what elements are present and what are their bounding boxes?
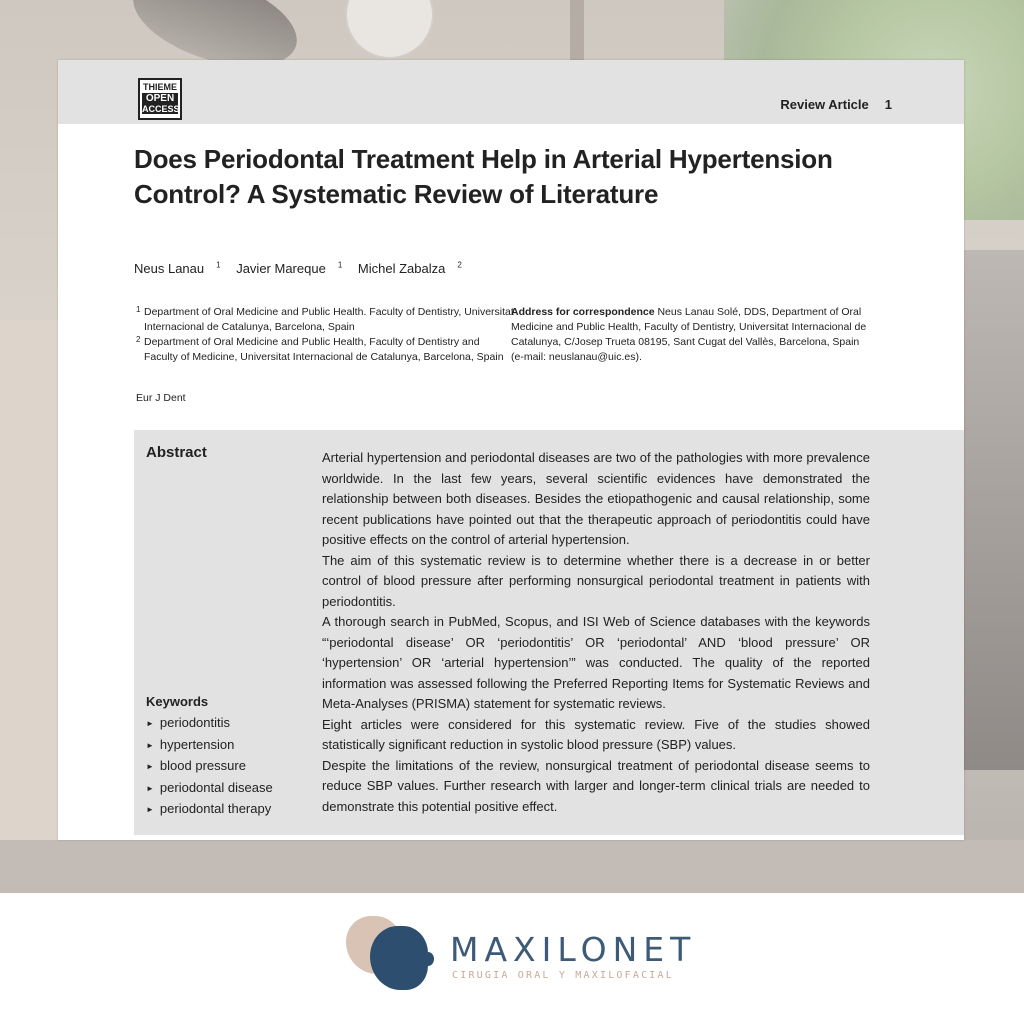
- affiliation-text: Department of Oral Medicine and Public Health. Faculty of Dentistry, Universitat Internacional de Catalunya, Barcelona, Spain: [144, 306, 514, 333]
- article-page: [58, 60, 964, 840]
- logo-line-3: ACCESS: [142, 104, 180, 114]
- keyword-item: ► periodontal therapy: [146, 799, 273, 821]
- author-sup: 1: [337, 261, 343, 270]
- logo-line-2: OPEN: [142, 93, 178, 104]
- keyword-item: ► hypertension: [146, 735, 273, 757]
- chair-shape: [962, 250, 1024, 770]
- maxilonet-logo: [340, 908, 697, 1003]
- abstract-paragraph: A thorough search in PubMed, Scopus, and ISI Web of Science databases with the keywords “‘periodontal disease’ OR ‘periodontitis’ OR ‘periodontal’ AND ‘blood pressure’ OR ‘hypertension’ OR ‘arterial hypertension’” was conducted. The quality of the reported information was assessed following the Preferred Reporting Items for Systematic Reviews and Meta-Analyses (PRISMA) statement for systematic reviews.: [322, 614, 870, 711]
- header-band: [58, 60, 964, 124]
- correspondence-label: Address for correspondence: [511, 306, 655, 318]
- keyword-item: ► periodontal disease: [146, 778, 273, 800]
- author: [236, 261, 342, 276]
- correspondence: [511, 305, 871, 365]
- article-type: Review Article: [780, 97, 869, 112]
- article-type-label: [780, 97, 892, 112]
- head-profile-icon: [370, 926, 428, 990]
- cabinet-shape: [0, 320, 60, 850]
- abstract-heading: Abstract: [146, 444, 207, 461]
- affiliation-sup: 1: [136, 305, 141, 314]
- abstract-body: [322, 448, 870, 817]
- floor-shape: [0, 840, 1024, 893]
- keyword-item: ► periodontitis: [146, 713, 273, 735]
- abstract-box: [134, 430, 964, 835]
- affiliation: [136, 335, 516, 365]
- thieme-open-access-logo: [138, 78, 182, 120]
- affiliations: [136, 305, 516, 365]
- journal-name: Eur J Dent: [136, 392, 186, 404]
- author-name: Javier Mareque: [236, 261, 326, 277]
- brand-tagline: CIRUGIA ORAL Y MAXILOFACIAL: [452, 970, 674, 981]
- affiliation-text: Department of Oral Medicine and Public Health, Faculty of Dentistry and Faculty of Medicine, Universitat Internacional de Catalunya, Barcelona, Spain: [144, 336, 504, 363]
- lamp-bulb: [345, 0, 434, 59]
- keyword-item: ► blood pressure: [146, 756, 273, 778]
- affiliation-sup: 2: [136, 335, 141, 344]
- correspondence-text: Neus Lanau Solé, DDS, Department of Oral Medicine and Public Health, Faculty of Dentistry, Universitat Internacional de Catalunya, C/Josep Trueta 08195, Sant Cugat del Vallès, Barcelona, Spain (e-mail: neuslanau@uic.es).: [511, 306, 867, 363]
- author: [134, 261, 221, 276]
- brand-name: MAXILONET: [450, 930, 697, 969]
- author-name: Neus Lanau: [134, 261, 205, 277]
- abstract-paragraph: Despite the limitations of the review, nonsurgical treatment of periodontal disease seems to reduce SBP values. Further research with larger and longer-term clinical trials are needed to demonstrate this potential positive effect.: [322, 757, 870, 814]
- keywords-heading: Keywords: [146, 694, 209, 709]
- author: [358, 261, 462, 276]
- author-sup: 1: [216, 261, 221, 270]
- abstract-paragraph: Eight articles were considered for this systematic review. Five of the studies showed statistically significant reduction in systolic blood pressure (SBP) values.: [322, 716, 870, 752]
- window-frame: [570, 0, 584, 60]
- author-sup: 2: [457, 261, 462, 270]
- author-name: Michel Zabalza: [357, 261, 446, 277]
- abstract-paragraph: Arterial hypertension and periodontal diseases are two of the pathologies with more prevalence worldwide. In the last few years, several scientific evidences have demonstrated the relationship between both diseases. Besides the etiopathogenic and causal relationship, some recent publications have pointed out that the therapeutic approach of periodontitis could have positive effects on the control of arterial hypertension.: [322, 450, 870, 547]
- keywords-list: [146, 713, 273, 821]
- article-title: Does Periodontal Treatment Help in Arterial Hypertension Control? A Systematic Review of Literature: [134, 144, 833, 209]
- abstract-paragraph: The aim of this systematic review is to determine whether there is a decrease in or better control of blood pressure after performing nonsurgical periodontal treatment in patients with periodontitis.: [322, 552, 870, 609]
- logo-line-1: THIEME: [142, 82, 177, 92]
- author-list: [134, 261, 474, 276]
- page-number: 1: [884, 97, 892, 112]
- affiliation: [136, 305, 516, 335]
